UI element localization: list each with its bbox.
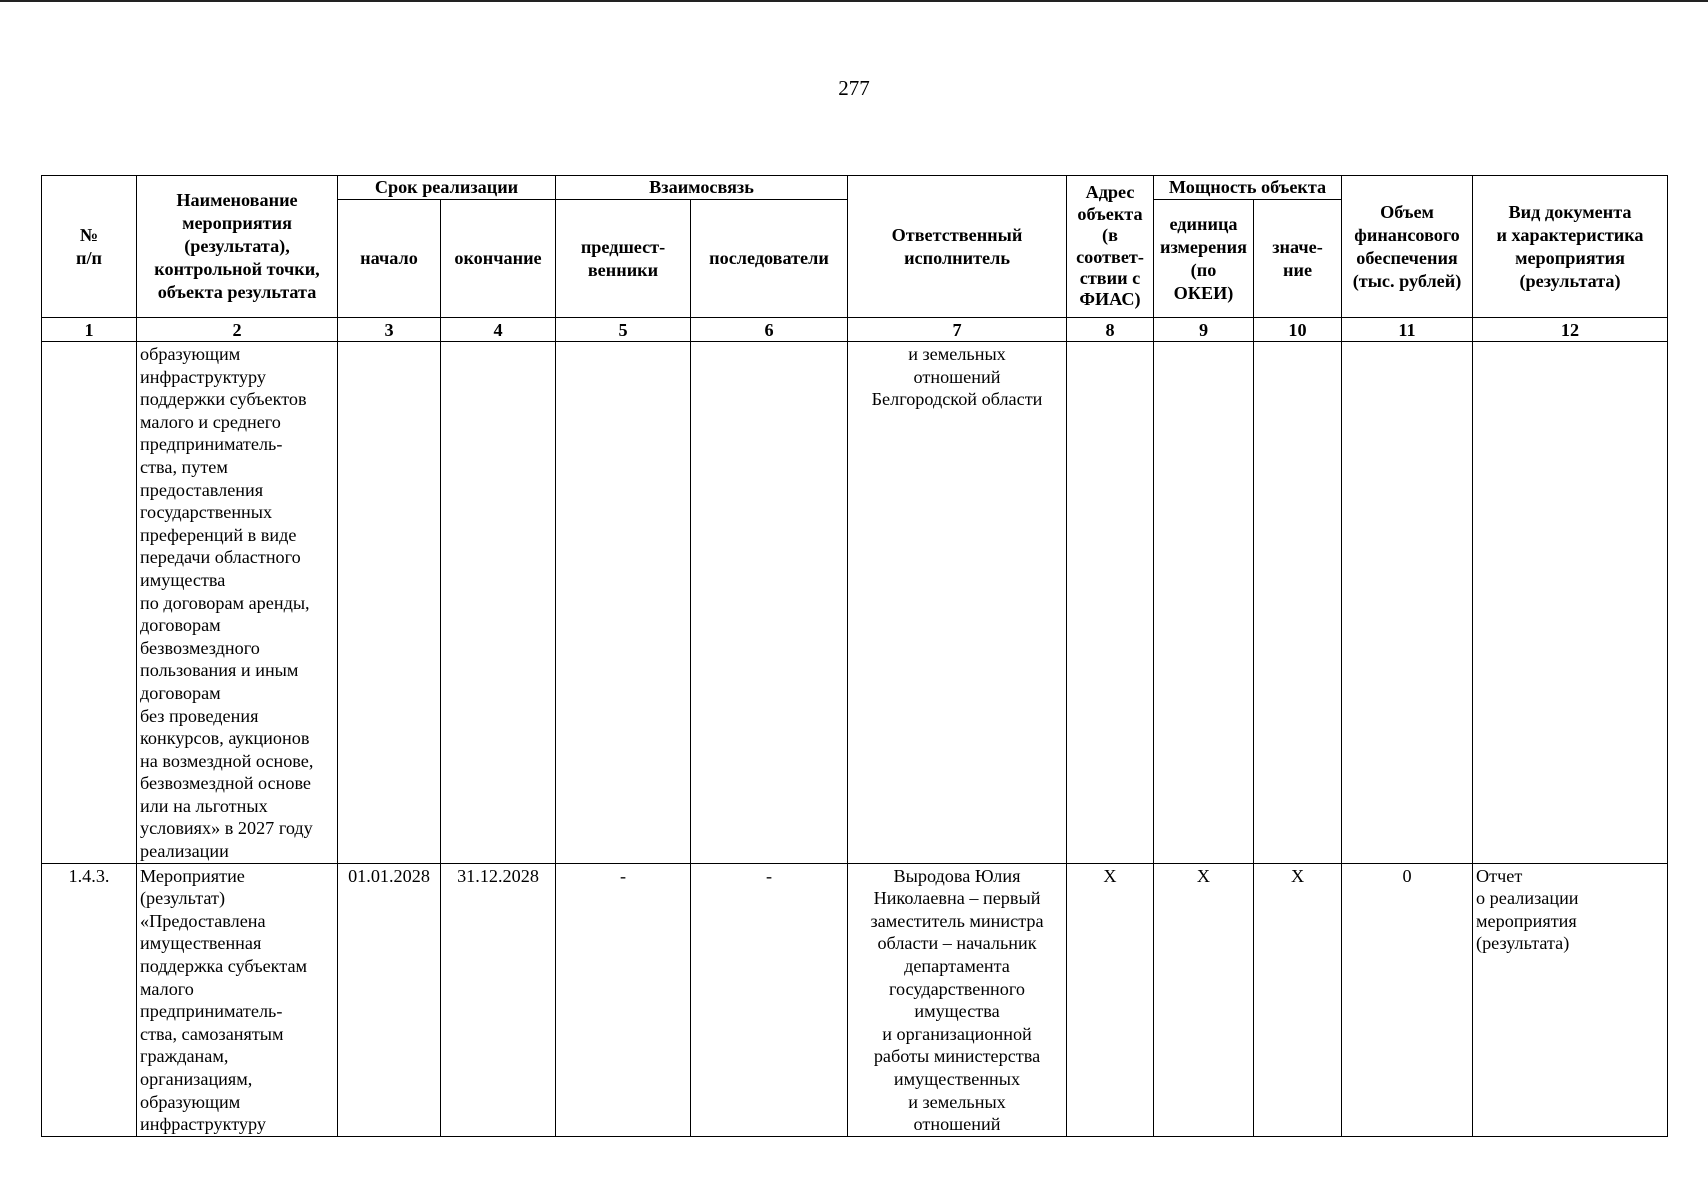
header-responsible: Ответственный исполнитель (848, 176, 1067, 318)
column-number: 6 (691, 318, 848, 342)
cell-predecessors (556, 342, 691, 864)
column-number: 5 (556, 318, 691, 342)
page-number: 277 (838, 76, 870, 100)
column-number: 1 (42, 318, 137, 342)
cell-end (441, 342, 556, 864)
column-number: 4 (441, 318, 556, 342)
header-capacity: Мощность объекта (1154, 176, 1342, 200)
column-number: 10 (1254, 318, 1342, 342)
cell-finance (1342, 342, 1473, 864)
cell-no (42, 342, 137, 864)
cell-predecessors: - (556, 863, 691, 1136)
column-number: 8 (1067, 318, 1154, 342)
header-start: начало (338, 200, 441, 318)
cell-responsible: Выродова Юлия Николаевна – первый заместитель министра области – начальник департамента государственного имущества и организационной работы министерства имущественных и земельных отношений (848, 863, 1067, 1136)
column-numbers-row (42, 318, 1668, 342)
cell-value (1254, 342, 1342, 864)
cell-address: Х (1067, 863, 1154, 1136)
cell-name-continued: образующим инфраструктуру поддержки субъектов малого и среднего предприниматель- ства, путем предоставления государственных преференций в виде передачи областного имущества по договорам аренды, договорам безвозмездного пользования и иным договорам без проведения конкурсов, аукционов на возмездной основе, безвозмездной основе или на льготных условиях» в 2027 году реализации (137, 342, 338, 864)
cell-unit (1154, 342, 1254, 864)
header-term: Срок реализации (338, 176, 556, 200)
column-number: 2 (137, 318, 338, 342)
cell-document (1473, 342, 1668, 864)
cell-successors: - (691, 863, 848, 1136)
header-successors: последователи (691, 200, 848, 318)
cell-successors (691, 342, 848, 864)
header-finance: Объем финансового обеспечения (тыс. рублей) (1342, 176, 1473, 318)
header-link: Взаимосвязь (556, 176, 848, 200)
header-predecessors: предшест- венники (556, 200, 691, 318)
row-1-4-3 (42, 863, 1668, 1136)
cell-name: Мероприятие (результат) «Предоставлена имущественная поддержка субъектам малого предприниматель- ства, самозанятым гражданам, организациям, образующим инфраструктуру (137, 863, 338, 1136)
cell-value: Х (1254, 863, 1342, 1136)
cell-finance: 0 (1342, 863, 1473, 1136)
cell-document: Отчет о реализации мероприятия (результата) (1473, 863, 1668, 1136)
header-row-1 (42, 176, 1668, 200)
header-document: Вид документа и характеристика мероприятия (результата) (1473, 176, 1668, 318)
cell-unit: Х (1154, 863, 1254, 1136)
column-number: 7 (848, 318, 1067, 342)
header-value: значе- ние (1254, 200, 1342, 318)
column-number: 9 (1154, 318, 1254, 342)
implementation-plan-table (41, 175, 1668, 1137)
header-unit: единица измерения (по ОКЕИ) (1154, 200, 1254, 318)
cell-end-date: 31.12.2028 (441, 863, 556, 1136)
cell-start-date: 01.01.2028 (338, 863, 441, 1136)
column-number: 11 (1342, 318, 1473, 342)
cell-no: 1.4.3. (42, 863, 137, 1136)
header-end: окончание (441, 200, 556, 318)
cell-start (338, 342, 441, 864)
continuation-row (42, 342, 1668, 864)
cell-responsible-continued: и земельных отношений Белгородской области (848, 342, 1067, 864)
column-number: 3 (338, 318, 441, 342)
header-name: Наименование мероприятия (результата), контрольной точки, объекта результата (137, 176, 338, 318)
column-number: 12 (1473, 318, 1668, 342)
header-no: № п/п (42, 176, 137, 318)
scan-top-edge (0, 0, 1708, 2)
cell-address (1067, 342, 1154, 864)
header-address: Адрес объекта (в соответ- ствии с ФИАС) (1067, 176, 1154, 318)
